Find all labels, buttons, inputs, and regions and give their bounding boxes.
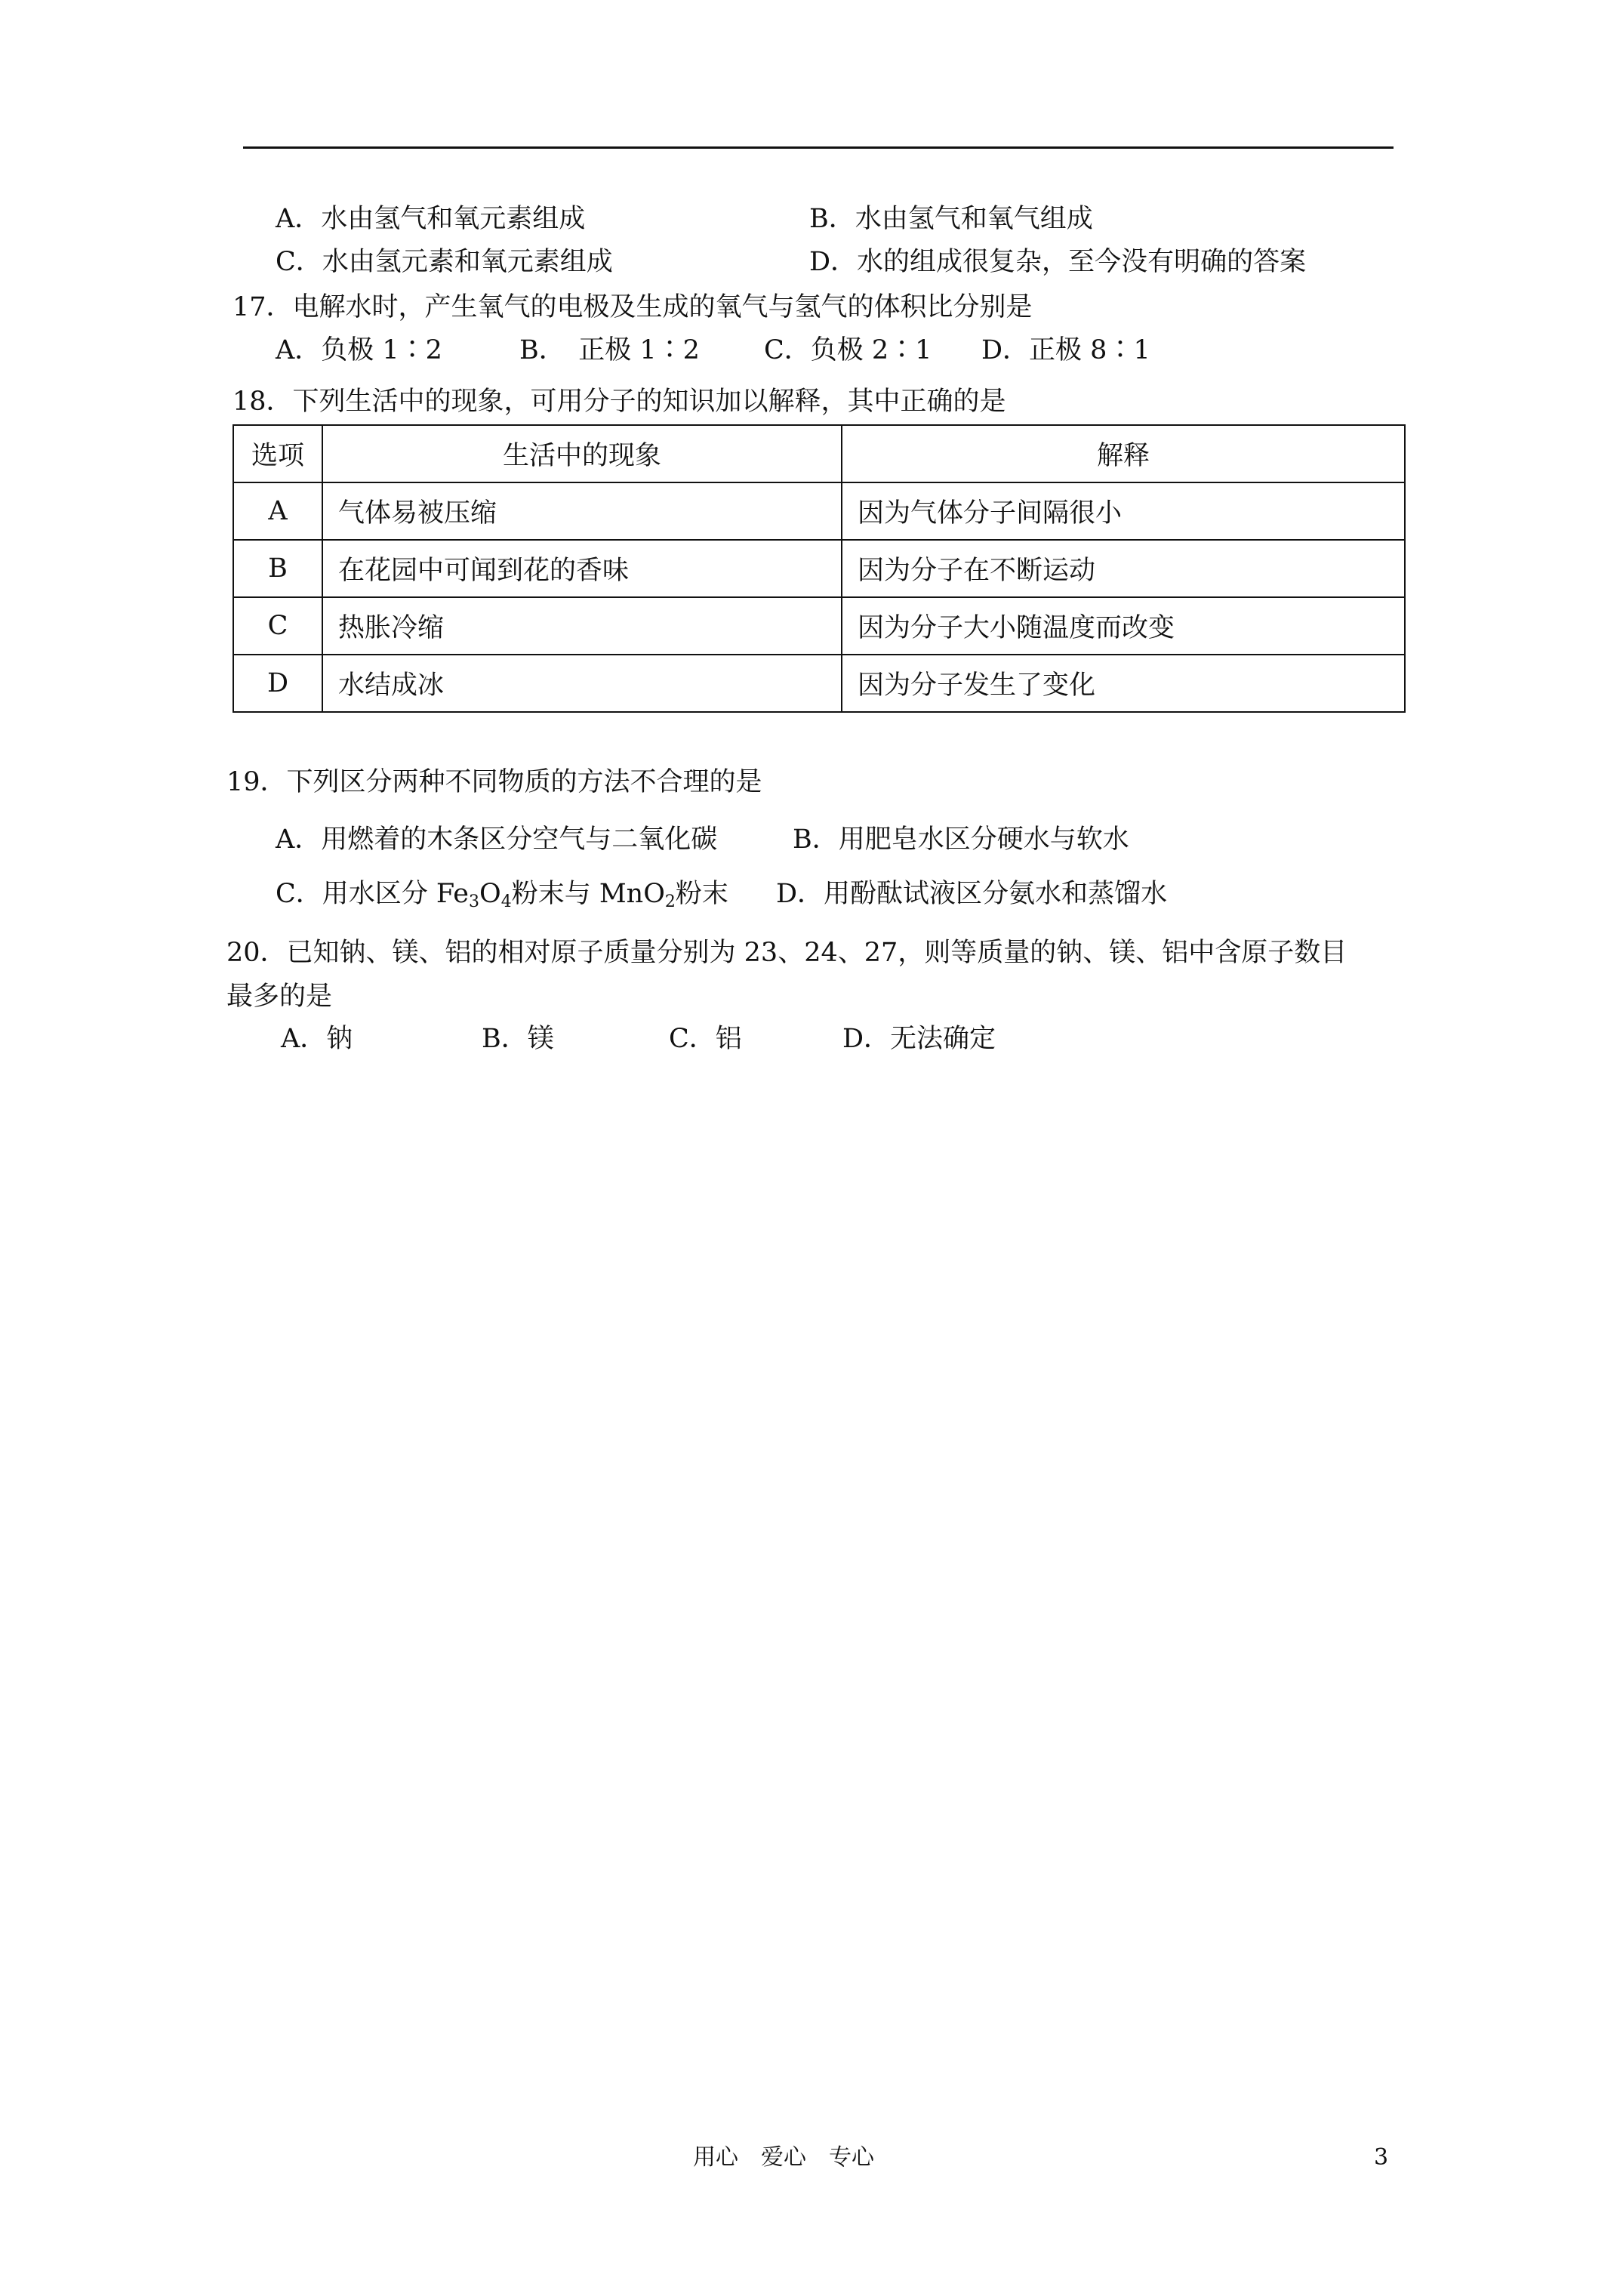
q19-option-d: D．用酚酞试液区分氨水和蒸馏水 [776, 879, 1168, 909]
q19-option-a: A．用燃着的木条区分空气与二氧化碳 [276, 824, 718, 855]
q20-option-b: B．镁 [482, 1024, 554, 1054]
phenomenon-cell: 气体易被压缩 [322, 482, 842, 540]
q18-stem: 18．下列生活中的现象，可用分子的知识加以解释，其中正确的是 [233, 387, 1006, 417]
footer-motto: 用心 爱心 专心 [693, 2144, 874, 2171]
q20-option-a: A．钠 [281, 1024, 353, 1054]
q19-option-c-mid: 粉末与 MnO [511, 879, 665, 909]
q19-stem: 19．下列区分两种不同物质的方法不合理的是 [226, 767, 762, 797]
q19-option-c-fe-mid: O [479, 879, 501, 909]
phenomenon-cell: 热胀冷缩 [322, 597, 842, 655]
header-cell-explanation: 解释 [842, 425, 1405, 482]
explanation-cell: 因为分子大小随温度而改变 [842, 597, 1405, 655]
q19-option-b: B．用肥皂水区分硬水与软水 [793, 824, 1129, 855]
q19-option-c [276, 877, 728, 911]
q17-option-b: B． 正极 1∶2 [519, 335, 700, 365]
fe-subscript-2: 4 [500, 892, 512, 911]
q20-stem-line2: 最多的是 [226, 982, 333, 1012]
mn-subscript: 2 [664, 892, 676, 911]
explanation-cell: 因为分子发生了变化 [842, 655, 1405, 712]
q16-option-a: A．水由氢气和氧元素组成 [276, 204, 586, 234]
table-row [233, 540, 1405, 597]
explanation-cell: 因为分子在不断运动 [842, 540, 1405, 597]
table-row [233, 597, 1405, 655]
phenomenon-cell: 在花园中可闻到花的香味 [322, 540, 842, 597]
explanation-cell: 因为气体分子间隔很小 [842, 482, 1405, 540]
q17-option-c: C．负极 2∶1 [764, 335, 932, 365]
q16-option-b: B．水由氢气和氧气组成 [809, 204, 1093, 234]
fe-subscript-1: 3 [469, 892, 479, 911]
q19-option-c-suffix: 粉末 [675, 879, 728, 909]
page-number: 3 [1374, 2144, 1389, 2171]
q20-option-c: C．铝 [669, 1024, 742, 1054]
table-row [233, 655, 1405, 712]
q20-option-d: D．无法确定 [842, 1024, 996, 1054]
option-cell: D [233, 655, 322, 712]
q16-option-c: C．水由氢元素和氧元素组成 [276, 247, 613, 277]
q17-option-d: D．正极 8∶1 [981, 335, 1150, 365]
q19-option-c-prefix: C．用水区分 Fe [276, 879, 469, 909]
q18-table [233, 424, 1406, 713]
q17-option-a: A．负极 1∶2 [276, 335, 442, 365]
q17-stem: 17．电解水时，产生氧气的电极及生成的氧气与氢气的体积比分别是 [233, 292, 1033, 322]
q16-option-d: D．水的组成很复杂，至今没有明确的答案 [809, 247, 1307, 277]
option-cell: C [233, 597, 322, 655]
header-rule [243, 146, 1394, 149]
header-cell-phenomenon: 生活中的现象 [322, 425, 842, 482]
table-row [233, 482, 1405, 540]
option-cell: B [233, 540, 322, 597]
phenomenon-cell: 水结成冰 [322, 655, 842, 712]
table-header-row [233, 425, 1405, 482]
option-cell: A [233, 482, 322, 540]
q20-stem-line1: 20．已知钠、镁、铝的相对原子质量分别为 23、24、27，则等质量的钠、镁、铝中含原子数目 [226, 938, 1347, 968]
header-cell-option: 选项 [233, 425, 322, 482]
